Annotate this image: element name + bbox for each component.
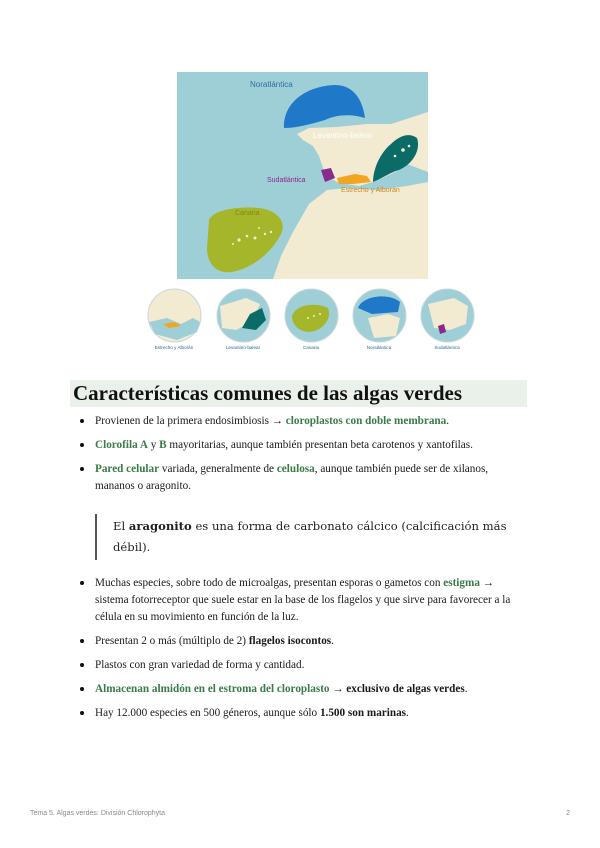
page-footer (30, 810, 570, 817)
item-text: → (329, 683, 347, 695)
thumb-noratlantica (349, 288, 409, 350)
label-sudatlantica: Sudatlántica (267, 177, 306, 184)
characteristics-list-2 (80, 575, 530, 729)
region-thumbnails (140, 288, 480, 358)
footer-title: Tema 5. Algas verdes: División Chlorophyta (30, 810, 166, 817)
section-title: Características comunes de las algas verdes (73, 381, 463, 405)
item-text: → sistema fotorreceptor que suele estar en la base de los flagelos y que sirve para favorecer a la célula en su movimiento en función de la luz. (95, 577, 511, 623)
item-text: Hay 12.000 especies en 500 géneros, aunque sólo (95, 707, 320, 719)
item-highlight: Clorofila A (95, 439, 148, 451)
item-highlight: B (159, 439, 167, 451)
item-text: variada, generalmente de (159, 463, 277, 475)
item-text: . (331, 635, 334, 647)
thumb-globe-icon (147, 288, 202, 343)
page-number: 2 (566, 810, 570, 817)
item-highlight: cloroplastos con doble membrana (285, 415, 447, 427)
item-highlight: celulosa (276, 463, 315, 475)
label-estrecho-alboran: Estrecho y Alborán (341, 187, 400, 194)
thumb-globe-icon (216, 288, 271, 343)
thumb-globe-icon (284, 288, 339, 343)
thumb-label: Levantino-balear (225, 345, 261, 350)
list-item (80, 413, 530, 430)
label-levantino-balear: Levantino-balear (313, 131, 373, 140)
item-text: Muchas especies, sobre todo de microalgas, presentan esporas o gametos con (95, 577, 444, 589)
item-highlight: estigma (443, 577, 480, 589)
item-text: . (406, 707, 409, 719)
item-text: . (446, 415, 450, 427)
item-text: Provienen de la primera endosimbiosis → (95, 415, 286, 427)
map-svg (177, 72, 428, 279)
item-text: mayoritarias, aunque también presentan beta carotenos y xantofilas. (166, 439, 473, 451)
list-item (80, 437, 530, 454)
list-item (80, 575, 530, 626)
item-bold: exclusivo de algas verdes (346, 683, 465, 695)
note-text: El (113, 519, 129, 533)
thumb-globe-icon (420, 288, 475, 343)
thumb-sudatlantica (417, 288, 477, 350)
thumb-canaria (281, 288, 341, 350)
item-text: , aunque también puede ser de xilanos, mananos o aragonito. (95, 463, 489, 492)
thumb-levantino-balear (213, 288, 273, 350)
item-text: Presentan 2 o más (múltiplo de 2) (95, 635, 249, 647)
list-item (80, 657, 530, 674)
thumb-globe-icon (352, 288, 407, 343)
item-bold: 1.500 son marinas (319, 707, 407, 719)
item-bold: flagelos isocontos (248, 635, 332, 647)
section-heading (70, 380, 527, 407)
thumb-label: Estrecho y Alborán (154, 345, 194, 350)
characteristics-list-1 (80, 413, 530, 502)
item-highlight: Pared celular (95, 463, 160, 475)
list-item (80, 681, 530, 698)
note-text: es una forma de carbonato cálcico (calcificación más débil). (113, 519, 507, 554)
thumb-label: Canaria (302, 345, 320, 350)
list-item (80, 633, 530, 650)
label-canaria: Canaria (235, 210, 260, 217)
note-bold: aragonito (128, 519, 192, 533)
list-item (80, 705, 530, 722)
thumb-label: Noratlántica (366, 345, 392, 350)
item-text: y (147, 439, 160, 451)
thumb-estrecho-alboran (144, 288, 204, 350)
list-item (80, 461, 530, 495)
label-noratlantica: Noratlántica (250, 80, 293, 89)
item-text: . (464, 683, 468, 695)
item-highlight: Almacenan almidón en el estroma del cloroplasto (95, 683, 330, 695)
thumb-label: Sudatlántica (434, 345, 460, 350)
item-text: Plastos con gran variedad de forma y cantidad. (95, 659, 305, 671)
aragonito-note (95, 514, 543, 560)
regions-map (177, 72, 428, 279)
